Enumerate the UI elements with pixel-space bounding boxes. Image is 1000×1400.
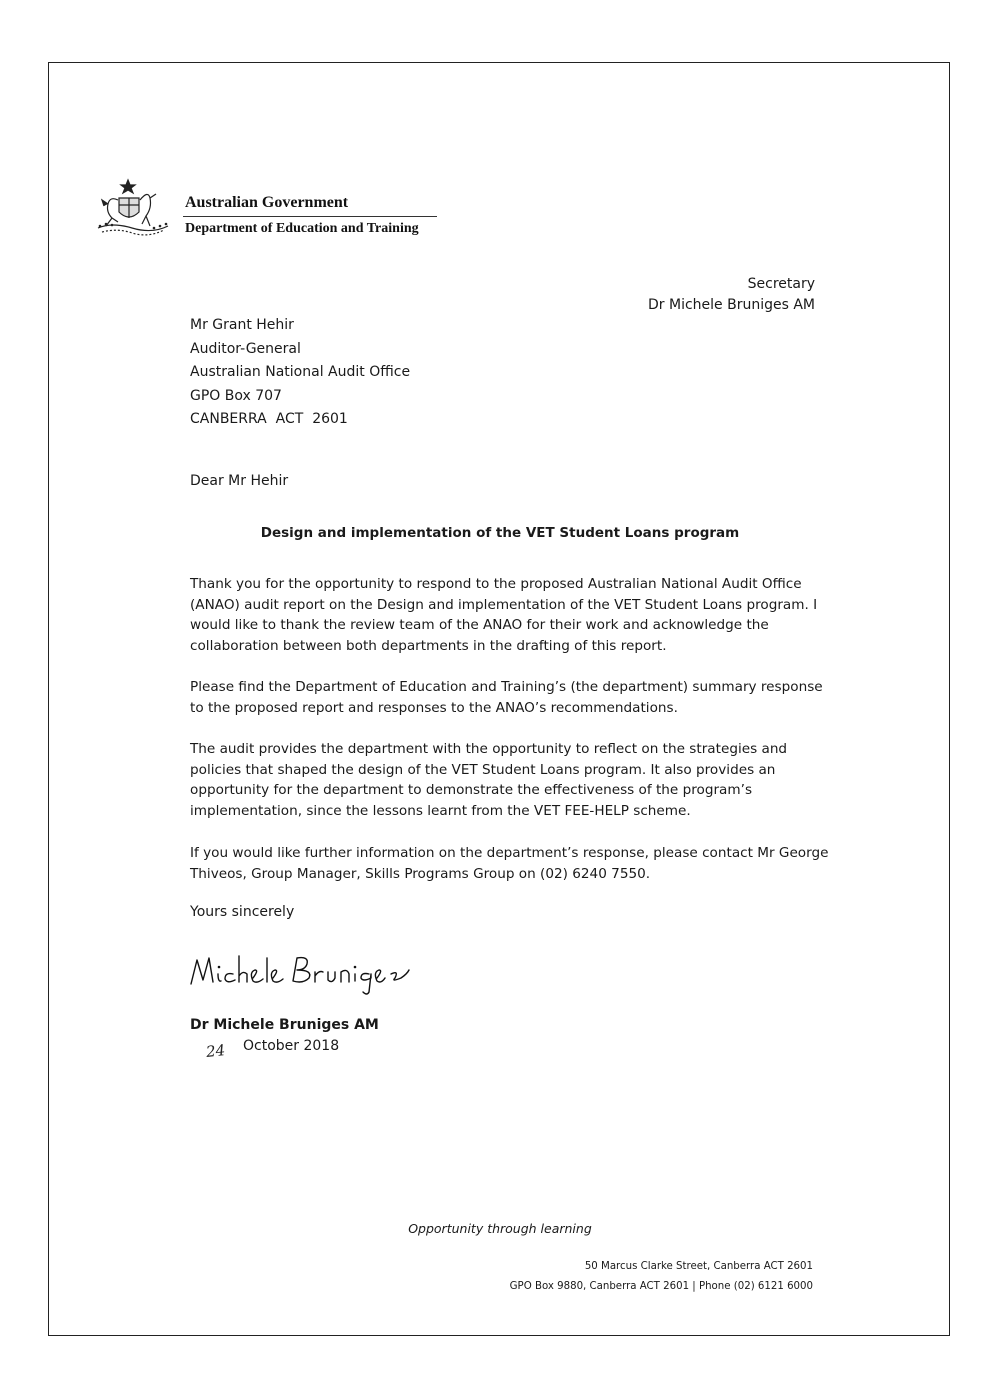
address-line: GPO Box 707 — [190, 387, 282, 404]
sender-role: Secretary — [747, 276, 815, 292]
address-line: Australian National Audit Office — [190, 364, 411, 380]
address-line: CANBERRA ACT 2601 — [190, 411, 348, 427]
coat-of-arms-icon — [92, 178, 174, 240]
sender-block — [648, 274, 815, 316]
government-name: Australian Government — [185, 194, 349, 211]
department-name: Department of Education and Training — [185, 221, 419, 236]
body-paragraph: The audit provides the department with the opportunity to reflect on the strategies and policies that shaped the design of the VET Student Loans program. It also provides an opportunity for the department to demonstrate the effectiveness of the program’s implementation, since the lessons learnt from the VET FEE-HELP scheme. — [190, 741, 788, 819]
signer-name: Dr Michele Bruniges AM — [190, 1017, 379, 1033]
footer-contact: GPO Box 9880, Canberra ACT 2601 | Phone (02) 6121 6000 — [509, 1280, 813, 1292]
letterhead-divider — [183, 216, 437, 217]
body-paragraph: Please find the Department of Education and Training’s (the department) summary response to the proposed report and responses to the ANAO’s recommendations. — [190, 679, 823, 716]
address-line: Auditor-General — [190, 340, 301, 357]
salutation: Dear Mr Hehir — [190, 473, 289, 489]
footer-address: 50 Marcus Clarke Street, Canberra ACT 2601 — [584, 1261, 813, 1272]
handwritten-date-day: 24 — [205, 1041, 226, 1061]
closing: Yours sincerely — [190, 904, 295, 920]
handwritten-signature — [185, 948, 415, 998]
recipient-address — [190, 314, 410, 432]
body-paragraph: If you would like further information on the department’s response, please contact Mr George Thiveos, Group Manager, Skills Programs Group on (02) 6240 7550. — [190, 845, 829, 882]
address-line: Mr Grant Hehir — [190, 317, 294, 333]
footer-block — [510, 1257, 813, 1296]
letter-subject: Design and implementation of the VET Student Loans program — [260, 525, 740, 541]
body-paragraph: Thank you for the opportunity to respond to the proposed Australian National Audit Office (ANAO) audit report on the Design and implementation of the VET Student Loans program. I would like to thank the review team of the ANAO for their work and acknowledge the collaboration between both departments in the drafting of this report. — [190, 576, 818, 654]
date-month-year: October 2018 — [243, 1038, 340, 1054]
sender-name: Dr Michele Bruniges AM — [648, 297, 815, 313]
tagline: Opportunity through learning — [408, 1221, 592, 1236]
